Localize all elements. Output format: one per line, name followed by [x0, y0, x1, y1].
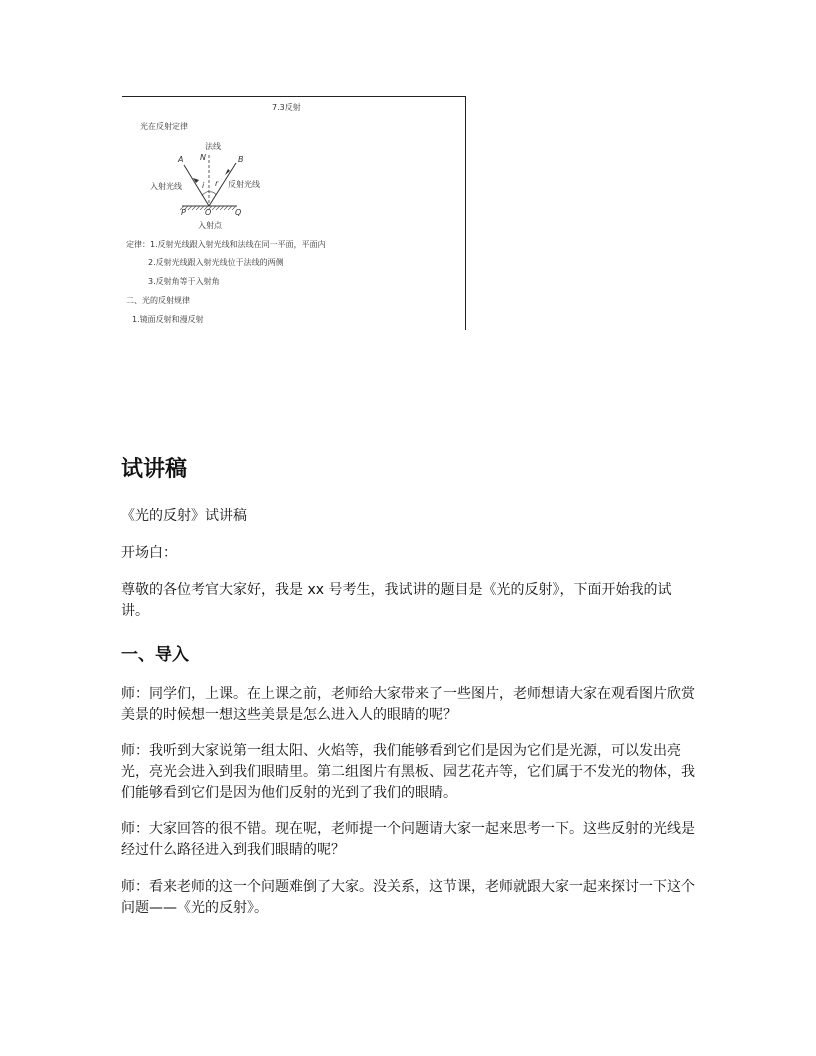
- normal-label: 法线: [205, 142, 221, 151]
- incident-point-label: 入射点: [198, 221, 222, 230]
- paragraph-4: 师：看来老师的这一个问题难倒了大家。没关系，这节课，老师就跟大家一起来探讨一下这个问题——《光的反射》。: [121, 879, 695, 916]
- document-title: 试讲稿: [121, 457, 188, 482]
- board-subtitle: 光在反射定律: [140, 122, 188, 131]
- incident-ray-label: 入射光线: [150, 182, 182, 191]
- label-p: P: [181, 208, 186, 217]
- label-a: A: [178, 155, 184, 164]
- label-r: r: [215, 179, 219, 188]
- lecture-subtitle: 《光的反射》试讲稿: [121, 508, 247, 524]
- reflected-ray-label: 反射光线: [228, 180, 260, 189]
- intro-paragraph: 尊敬的各位考官大家好，我是 xx 号考生，我试讲的题目是《光的反射》，下面开始我的试讲。: [121, 582, 672, 619]
- board-line-5: 1.镜面反射和漫反射: [132, 315, 204, 324]
- label-i: i: [202, 181, 205, 190]
- board-line-2: 2.反射光线跟入射光线位于法线的两侧: [148, 258, 284, 267]
- label-n: N: [200, 153, 206, 162]
- board-line-3: 3.反射角等于入射角: [148, 277, 220, 286]
- label-q: Q: [235, 208, 242, 217]
- board-title: 7.3反射: [272, 103, 301, 112]
- label-b: B: [238, 155, 244, 164]
- reflection-diagram: [122, 97, 465, 237]
- board-line-1: 定律：1.反射光线跟入射光线和法线在同一平面，平面内: [126, 240, 326, 249]
- section-heading-intro: 一、导入: [121, 645, 189, 665]
- paragraph-2: 师：我听到大家说第一组太阳、火焰等，我们能够看到它们是因为它们是光源，可以发出亮光，亮光会进入到我们眼睛里。第二组图片有黑板、园艺花卉等，它们属于不发光的物体，我们能够看到它们是因为他们反射的光到了我们的眼睛。: [121, 743, 695, 801]
- reflection-angle-arc: [209, 192, 216, 195]
- paragraph-3: 师：大家回答的很不错。现在呢，老师提一个问题请大家一起来思考一下。这些反射的光线是经过什么路径进入到我们眼睛的呢？: [121, 821, 695, 858]
- board-line-4: 二、光的反射规律: [126, 296, 190, 305]
- label-o: O: [205, 208, 212, 217]
- opening-label: 开场白：: [121, 545, 177, 561]
- paragraph-1: 师：同学们，上课。在上课之前，老师给大家带来了一些图片，老师想请大家在观看图片欣赏美景的时候想一想这些美景是怎么进入人的眼睛的呢？: [121, 686, 695, 723]
- incident-ray: [184, 165, 209, 206]
- incidence-angle-arc: [202, 191, 209, 195]
- blackboard-figure: [122, 96, 466, 330]
